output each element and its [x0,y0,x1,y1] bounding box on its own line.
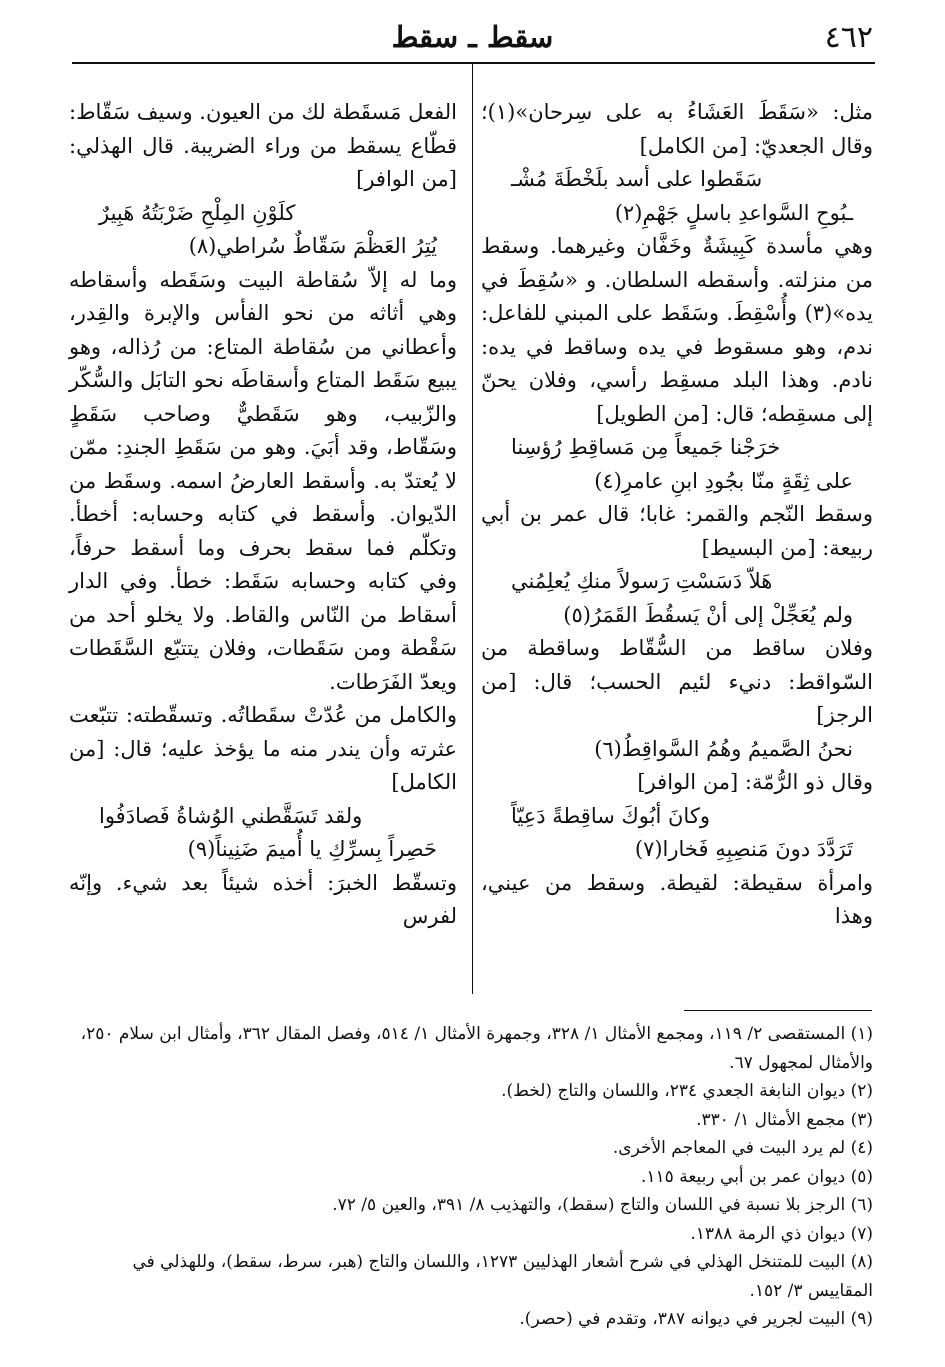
right-column [481,96,873,934]
left-column [69,96,457,934]
paragraph: وسقط النّجم والقمر: غابا؛ قال عمر بن أبي ربيعة: [من البسيط] [481,502,873,560]
verse-hemistich: يُتِرُ العَظْمَ سَقّاطٌ سُراطي(٨) [188,234,437,258]
page-number: ٤٦٢ [824,20,873,55]
footnote: (٨) البيت للمتنخل الهذلي في شرح أشعار الهذليين ١٢٧٣، واللسان والتاج (هبر، سرط، سقط)، وللهذلي في المقاييس ٣/ ١٥٢. [132,1252,873,1301]
verse-hemistich: وكانَ أبُوكَ ساقِطةً دَعِيّاً [511,803,710,828]
verse-hemistich: تَرَدَّدَ دونَ مَنصِبِهِ فَخارا(٧) [634,837,853,861]
footnote: (٤) لم يرد البيت في المعاجم الأخرى. [612,1138,873,1158]
verse-hemistich: حَصِراً بِسرِّكِ يا أُميمَ ضَنِيناً(٩) [187,837,437,861]
footnote: (٦) الرجز بلا نسبة في اللسان والتاج (سقط)، والتهذيب ٨/ ٣٩١، والعين ٥/ ٧٢. [332,1195,873,1215]
verse-hemistich: كلَوْنِ المِلْحِ ضَرْبَتُهُ هَبِيرٌ [99,200,296,225]
footnotes [73,1020,873,1334]
footnote: (١) المستقصى ٢/ ١١٩، ومجمع الأمثال ١/ ٣٢٨، وجمهرة الأمثال ١/ ٥١٤، وفصل المقال ٣٦٢، وأمثال ابن سلام ٢٥٠، والأمثال لمجهول ٦٧. [80,1024,873,1073]
verse-hemistich: على ثِقَةٍ منّا بجُودِ ابنِ عامرِ(٤) [594,468,853,493]
paragraph: وقال ذو الرُّمّة: [من الوافر] [637,770,873,794]
paragraph: وما له إلاّ سُقاطة البيت وسَقَطه وأسقاطه وهي أثاثه من نحو الفأس والإبرة والقِدر، وأعطاني من سُقاطة المتاع: من رُذاله، وهو يبيع سَقَط المتاع وأسقاطَه نحو التابَل والسُّكّر والزّبيب، وهو سَقَطيٌّ وصاحب سَقَطٍ وسَقّاط، وقد أبَيَ. وهو من سَقَطِ الجندِ: ممّن لا يُعتدّ به. وأسقط العارضُ اسمه. وسقَط من الدّيوان. وأسقط في كتابه وحسابه: أخطأ. وتكلّم فما سقط بحرف وما أسقط حرفاً، وفي كتابه وحسابه سَقَط: خطأ. وفي الدار أسقاط من النّاس والقاط. ولا يخلو أحد من سَقْطة ومن سَقَطات، وفلان يتتبّع السَّقَطات ويعدّ الفَرَطات. [69,267,457,694]
footnote: (٥) ديوان عمر بن أبي ربيعة ١١٥. [641,1166,873,1187]
paragraph: وامرأة سقيطة: لقيطة. وسقط من عيني، وهذا [481,870,873,928]
verse-hemistich: ولم يُعَجِّلْ إلى أنْ يَسقُطَ القَمَرُ(٥) [563,602,853,627]
paragraph: مثل: «سَقَطَ العَشَاءُ به على سِرحان»(١)؛ وقال الجعديّ: [من الكامل] [481,100,873,158]
column-divider [472,64,473,994]
verse-hemistich: هَلاّ دَسَسْتِ رَسولاً منكِ يُعلِمُني [511,569,773,593]
page-header [70,18,875,62]
header-rule [72,62,875,64]
running-head: سقط ـ سقط [391,20,554,54]
verse-hemistich: سَقَطوا على أسد بلَخْطَةَ مُشْـ [511,167,763,191]
footnote: (٩) البيت لجرير في ديوانه ٣٨٧، وتقدم في (حصر). [519,1309,873,1329]
verse-hemistich: خرَجْنا جَميعاً مِن مَساقِطِ رُؤسِنا [511,435,781,459]
footnote: (٧) ديوان ذي الرمة ١٣٨٨. [690,1223,873,1244]
footnote: (٢) ديوان النابغة الجعدي ٢٣٤، واللسان والتاج (لخط). [501,1081,873,1101]
footnote: (٣) مجمع الأمثال ١/ ٣٣٠. [696,1109,873,1130]
footnote-rule [684,1010,872,1011]
paragraph: وهي مأسدة كَبِيشَةٌ وخَفَّان وغيرهما. وسقط من منزلته. وأسقطه السلطان. و «سُقِطَ في يده»(٣) وأُسْقِطَ. وسَقَط على المبني للفاعل: ندم، وهو مسقوط في يده وساقط في يده: نادم. وهذا البلد مسقِط رأسي، وفلان يحنّ إلى مسقِطه؛ قال: [من الطويل] [481,234,873,426]
verse-hemistich: ولقد تَسَقَّطني الوُشاةُ فَصادَفُوا [99,803,363,828]
paragraph: الفعل مَسقَطة لك من العيون. وسيف سَقّاط: قطّاع يسقط من وراء الضريبة. قال الهذلي: [من الوافر] [69,100,457,191]
paragraph: وتسقّط الخبرَ: أخذه شيئاً بعد شيء. وإنّه لفرس [69,870,457,928]
verse-hemistich: ـبُوحِ السَّواعدِ باسلٍ جَهْمِ(٢) [614,200,853,225]
paragraph: والكامل من عُدّتْ سقَطاتُه. وتسقّطته: تتبّعت عثرته وأن يندر منه ما يؤخذ عليه؛ قال: [من الكامل] [69,703,457,794]
verse-hemistich: نحنُ الصَّميمُ وهُمُ السَّواقِطُ(٦) [594,736,853,761]
paragraph: وفلان ساقط من السُّقّاط وساقطة من السّواقط: دنيء لئيم الحسب؛ قال: [من الرجز] [481,636,873,727]
